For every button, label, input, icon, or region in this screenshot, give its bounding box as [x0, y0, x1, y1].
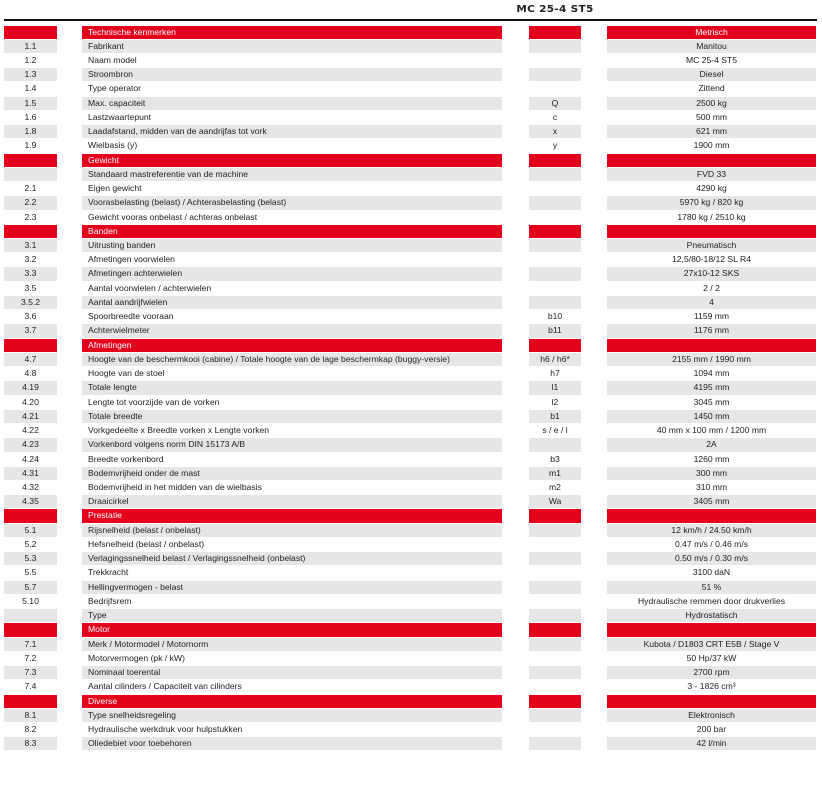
- spec-value: 2A: [607, 438, 816, 451]
- spec-row: [0, 324, 822, 338]
- spec-number: 4.23: [4, 438, 57, 451]
- spec-row: [0, 352, 822, 366]
- spec-label: Aantal aandrijfwielen: [82, 296, 502, 309]
- spec-number: 3.2: [24, 254, 37, 265]
- spec-symbol: [529, 211, 581, 224]
- spec-number: 1.2: [24, 54, 37, 65]
- section-header: [0, 338, 822, 352]
- spec-label: Achterwielmeter: [82, 324, 502, 337]
- spec-row: [0, 708, 822, 722]
- spec-value: 2700 rpm: [607, 666, 816, 679]
- spec-number: 3.5.2: [4, 296, 57, 309]
- spec-number: 3.1: [4, 239, 57, 252]
- spec-label: Rijsnelheid (belast / onbelast): [82, 524, 502, 537]
- spec-number: 5.3: [4, 552, 57, 565]
- spec-label: Bodemvrijheid onder de mast: [82, 467, 502, 480]
- spec-number: 5.2: [24, 538, 37, 549]
- section-header: [0, 694, 822, 708]
- spec-number: 8.1: [4, 709, 57, 722]
- spec-label: Vorkenbord volgens norm DIN 15173 A/B: [82, 438, 502, 451]
- spec-number: 5.1: [4, 524, 57, 537]
- spec-label: Aantal cilinders / Capaciteit van cilinders: [88, 681, 242, 692]
- spec-number: 2.3: [24, 211, 37, 222]
- section-num-cell: [4, 339, 57, 352]
- spec-number: 4.7: [4, 353, 57, 366]
- spec-number: 5.10: [22, 595, 39, 606]
- spec-number: 3.3: [4, 267, 57, 280]
- spec-symbol: [529, 666, 581, 679]
- spec-value: 2 / 2: [703, 282, 720, 293]
- spec-value: 4290 kg: [696, 183, 727, 194]
- spec-number: 7.1: [4, 638, 57, 651]
- spec-row: [0, 680, 822, 694]
- spec-symbol: b11: [529, 324, 581, 337]
- section-title: Gewicht: [82, 154, 502, 167]
- spec-row: [0, 139, 822, 153]
- spec-number: 1.5: [4, 97, 57, 110]
- spec-row: [0, 125, 822, 139]
- spec-value: 1900 mm: [693, 140, 730, 151]
- section-header: [0, 153, 822, 167]
- spec-label: Draaicirkel: [82, 495, 502, 508]
- spec-row: [0, 381, 822, 395]
- spec-value: 500 mm: [695, 111, 728, 122]
- spec-row: [0, 82, 822, 96]
- spec-label: Gewicht vooras onbelast / achteras onbelast: [88, 211, 258, 222]
- spec-value: Pneumatisch: [607, 239, 816, 252]
- spec-value: 3100 daN: [692, 567, 731, 578]
- spec-label: Max. capaciteit: [82, 97, 502, 110]
- spec-symbol: l2: [551, 396, 559, 407]
- spec-label: Type snelheidsregeling: [82, 709, 502, 722]
- spec-symbol: [529, 82, 581, 95]
- spec-label: Eigen gewicht: [88, 183, 142, 194]
- spec-value: Zittend: [698, 83, 725, 94]
- section-num-cell: [4, 509, 57, 522]
- section-sym-cell: [529, 225, 581, 238]
- spec-value: 1260 mm: [693, 453, 730, 464]
- spec-row: [0, 452, 822, 466]
- spec-label: Voorasbelasting (belast) / Achterasbelasting (belast): [82, 196, 502, 209]
- spec-number: 4.19: [4, 381, 57, 394]
- spec-symbol: [529, 54, 581, 67]
- spec-row: [0, 310, 822, 324]
- section-value-header: [607, 509, 816, 522]
- section-title: Banden: [82, 225, 502, 238]
- section-sym-cell: [529, 154, 581, 167]
- spec-label: Hefsnelheid (belast / onbelast): [88, 538, 205, 549]
- spec-symbol: [529, 566, 581, 579]
- spec-symbol: [529, 552, 581, 565]
- spec-number: [4, 609, 57, 622]
- spec-value: 51 %: [607, 581, 816, 594]
- spec-label: Laadafstand, midden van de aandrijfas tot vork: [82, 125, 502, 138]
- spec-value: 27x10-12 SKS: [607, 267, 816, 280]
- spec-symbol: y: [552, 140, 558, 151]
- spec-value: 2155 mm / 1990 mm: [607, 353, 816, 366]
- spec-symbol: [529, 709, 581, 722]
- spec-row: [0, 466, 822, 480]
- spec-symbol: [529, 737, 581, 750]
- spec-number: 4.8: [24, 368, 37, 379]
- spec-symbol: [529, 40, 581, 53]
- spec-number: 2.2: [4, 196, 57, 209]
- spec-symbol: [529, 68, 581, 81]
- spec-value: 3405 mm: [607, 495, 816, 508]
- spec-value: 300 mm: [607, 467, 816, 480]
- section-value-header: [607, 154, 816, 167]
- spec-symbol: [529, 282, 581, 295]
- spec-symbol: c: [552, 111, 558, 122]
- section-sym-cell: [529, 339, 581, 352]
- spec-value: 3045 mm: [693, 396, 730, 407]
- spec-row: [0, 438, 822, 452]
- spec-row: [0, 253, 822, 267]
- spec-row: [0, 594, 822, 608]
- spec-value: Diesel: [607, 68, 816, 81]
- section-header: [0, 224, 822, 238]
- spec-label: Type: [82, 609, 502, 622]
- title-rule: [4, 19, 817, 21]
- spec-row: [0, 523, 822, 537]
- spec-number: 8.2: [24, 723, 37, 734]
- section-header: [0, 25, 822, 39]
- spec-label: Uitrusting banden: [82, 239, 502, 252]
- spec-symbol: [529, 168, 581, 181]
- spec-row: [0, 68, 822, 82]
- spec-label: Motorvermogen (pk / kW): [88, 652, 185, 663]
- section-sym-cell: [529, 695, 581, 708]
- spec-row: [0, 651, 822, 665]
- spec-value: MC 25-4 ST5: [685, 54, 738, 65]
- spec-value: 3 - 1826 cm³: [687, 681, 736, 692]
- spec-value: 2500 kg: [607, 97, 816, 110]
- spec-symbol: [529, 239, 581, 252]
- spec-number: 4.20: [22, 396, 39, 407]
- spec-value: 12 km/h / 24.50 km/h: [607, 524, 816, 537]
- spec-symbol: Q: [529, 97, 581, 110]
- section-value-header: [607, 623, 816, 636]
- section-num-cell: [4, 623, 57, 636]
- spec-number: 4.22: [22, 425, 39, 436]
- spec-value: 1159 mm: [693, 311, 730, 322]
- spec-row: [0, 566, 822, 580]
- spec-label: Wielbasis (y): [88, 140, 138, 151]
- spec-number: 1.1: [4, 40, 57, 53]
- spec-number: 4.35: [4, 495, 57, 508]
- spec-label: Spoorbreedte vooraan: [88, 311, 174, 322]
- spec-value: Elektronisch: [607, 709, 816, 722]
- document-title: MC 25-4 ST5: [516, 4, 594, 15]
- section-value-header: [607, 695, 816, 708]
- spec-row: [0, 39, 822, 53]
- spec-row: [0, 210, 822, 224]
- spec-label: Verlagingssnelheid belast / Verlagingssnelheid (onbelast): [82, 552, 502, 565]
- spec-value: 4195 mm: [607, 381, 816, 394]
- spec-symbol: Wa: [529, 495, 581, 508]
- spec-number: 2.1: [24, 183, 37, 194]
- spec-label: Type operator: [88, 83, 142, 94]
- section-num-cell: [4, 695, 57, 708]
- spec-label: Fabrikant: [82, 40, 502, 53]
- spec-value: 310 mm: [695, 482, 728, 492]
- section-value-header: [607, 225, 816, 238]
- spec-label: Nominaal toerental: [82, 666, 502, 679]
- spec-number: 1.4: [24, 83, 37, 94]
- spec-symbol: x: [529, 125, 581, 138]
- spec-label: Bodemvrijheid in het midden van de wielbasis: [88, 482, 262, 492]
- section-num-cell: [4, 225, 57, 238]
- spec-value: 0.47 m/s / 0.46 m/s: [674, 538, 749, 549]
- spec-table: [0, 25, 822, 751]
- spec-label: Standaard mastreferentie van de machine: [82, 168, 502, 181]
- spec-symbol: [529, 680, 581, 693]
- spec-row: [0, 409, 822, 423]
- spec-row: [0, 96, 822, 110]
- section-title: Afmetingen: [82, 339, 502, 352]
- spec-number: 3.7: [4, 324, 57, 337]
- spec-number: 5.7: [4, 581, 57, 594]
- spec-value: 42 l/min: [607, 737, 816, 750]
- spec-symbol: [529, 595, 581, 608]
- spec-label: Hoogte van de stoel: [88, 368, 165, 379]
- spec-number: [4, 168, 57, 181]
- spec-symbol: [529, 538, 581, 551]
- spec-row: [0, 666, 822, 680]
- spec-number: 8.3: [4, 737, 57, 750]
- spec-label: Lastzwaartepunt: [88, 111, 152, 122]
- spec-symbol: s / e / l: [542, 425, 568, 436]
- spec-number: 7.4: [24, 681, 37, 692]
- section-sym-cell: [529, 623, 581, 636]
- spec-symbol: [529, 609, 581, 622]
- spec-number: 7.3: [4, 666, 57, 679]
- spec-symbol: [529, 438, 581, 451]
- spec-row: [0, 495, 822, 509]
- spec-value: 1176 mm: [607, 324, 816, 337]
- spec-value: Manitou: [607, 40, 816, 53]
- spec-row: [0, 367, 822, 381]
- section-title: Diverse: [82, 695, 502, 708]
- spec-number: 4.21: [4, 410, 57, 423]
- spec-value: 1094 mm: [693, 368, 730, 379]
- spec-value: Kubota / D1803 CRT E5B / Stage V: [607, 638, 816, 651]
- spec-number: 3.6: [24, 311, 37, 322]
- spec-label: Lengte tot voorzijde van de vorken: [88, 396, 220, 407]
- spec-symbol: [529, 524, 581, 537]
- spec-symbol: [529, 581, 581, 594]
- spec-number: 5.5: [24, 567, 37, 578]
- spec-row: [0, 167, 822, 181]
- spec-value: 5970 kg / 820 kg: [607, 196, 816, 209]
- section-num-cell: [4, 154, 57, 167]
- spec-value: 1450 mm: [607, 410, 816, 423]
- spec-value: 1780 kg / 2510 kg: [677, 211, 746, 222]
- spec-label: Breedte vorkenbord: [88, 453, 164, 464]
- section-num-cell: [4, 26, 57, 39]
- spec-row: [0, 295, 822, 309]
- spec-label: Totale breedte: [82, 410, 502, 423]
- spec-value: FVD 33: [607, 168, 816, 181]
- spec-row: [0, 395, 822, 409]
- spec-row: [0, 722, 822, 736]
- section-header: [0, 623, 822, 637]
- spec-symbol: h7: [550, 368, 560, 379]
- spec-number: 4.24: [22, 453, 39, 464]
- spec-number: 3.5: [24, 282, 37, 293]
- section-title: Prestatie: [82, 509, 502, 522]
- spec-label: Vorkgedeelte x Breedte vorken x Lengte vorken: [88, 425, 270, 436]
- spec-label: Bedrijfsrem: [88, 595, 132, 606]
- spec-number: 1.3: [4, 68, 57, 81]
- spec-label: Stroombron: [82, 68, 502, 81]
- spec-number: 7.2: [24, 652, 37, 663]
- spec-number: 1.8: [4, 125, 57, 138]
- spec-symbol: m1: [529, 467, 581, 480]
- spec-label: Oliedebiet voor toebehoren: [82, 737, 502, 750]
- spec-row: [0, 481, 822, 495]
- spec-label: Hydraulische werkdruk voor hulpstukken: [88, 723, 243, 734]
- spec-value: Hydraulische remmen door drukverlies: [637, 595, 786, 606]
- spec-symbol: [529, 723, 581, 736]
- spec-number: 1.9: [24, 140, 37, 151]
- spec-label: Trekkracht: [88, 567, 129, 578]
- spec-symbol: l1: [529, 381, 581, 394]
- spec-label: Naam model: [88, 54, 137, 65]
- spec-row: [0, 537, 822, 551]
- spec-row: [0, 552, 822, 566]
- spec-number: 4.31: [4, 467, 57, 480]
- spec-row: [0, 424, 822, 438]
- spec-number: 4.32: [22, 482, 39, 492]
- spec-symbol: [529, 196, 581, 209]
- spec-symbol: [529, 253, 581, 266]
- spec-symbol: [529, 652, 581, 665]
- spec-row: [0, 609, 822, 623]
- spec-symbol: [529, 182, 581, 195]
- spec-label: Totale lengte: [82, 381, 502, 394]
- spec-label: Merk / Motormodel / Motornorm: [82, 638, 502, 651]
- spec-row: [0, 737, 822, 751]
- spec-label: Afmetingen voorwielen: [88, 254, 175, 265]
- spec-symbol: [529, 267, 581, 280]
- section-title: Motor: [82, 623, 502, 636]
- spec-value: Hydrostatisch: [607, 609, 816, 622]
- spec-value: 621 mm: [607, 125, 816, 138]
- spec-row: [0, 239, 822, 253]
- spec-row: [0, 580, 822, 594]
- spec-symbol: h6 / h6*: [529, 353, 581, 366]
- spec-value: 200 bar: [696, 723, 727, 734]
- spec-row: [0, 281, 822, 295]
- section-sym-cell: [529, 509, 581, 522]
- spec-symbol: m2: [549, 482, 561, 492]
- spec-row: [0, 182, 822, 196]
- spec-row: [0, 196, 822, 210]
- spec-symbol: b10: [547, 311, 563, 322]
- spec-label: Hoogte van de beschermkooi (cabine) / Totale hoogte van de lage beschermkap (buggy-versie): [82, 353, 502, 366]
- spec-value: 50 Hp/37 kW: [686, 652, 737, 663]
- section-header: [0, 509, 822, 523]
- spec-value: 4: [607, 296, 816, 309]
- spec-label: Aantal voorwielen / achterwielen: [88, 282, 212, 293]
- spec-value: 12,5/80-18/12 SL R4: [672, 254, 751, 265]
- section-value-header: [607, 339, 816, 352]
- spec-row: [0, 53, 822, 67]
- spec-number: 1.6: [24, 111, 37, 122]
- section-value-header: Metrisch: [607, 26, 816, 39]
- spec-symbol: b3: [550, 453, 560, 464]
- spec-row: [0, 110, 822, 124]
- spec-row: [0, 267, 822, 281]
- spec-label: Afmetingen achterwielen: [82, 267, 502, 280]
- spec-symbol: [529, 296, 581, 309]
- spec-symbol: b1: [529, 410, 581, 423]
- spec-symbol: [529, 638, 581, 651]
- spec-label: Hellingvermogen - belast: [82, 581, 502, 594]
- section-sym-cell: [529, 26, 581, 39]
- spec-row: [0, 637, 822, 651]
- section-title: Technische kenmerken: [82, 26, 502, 39]
- spec-value: 0.50 m/s / 0.30 m/s: [607, 552, 816, 565]
- spec-value: 40 mm x 100 mm / 1200 mm: [656, 425, 767, 436]
